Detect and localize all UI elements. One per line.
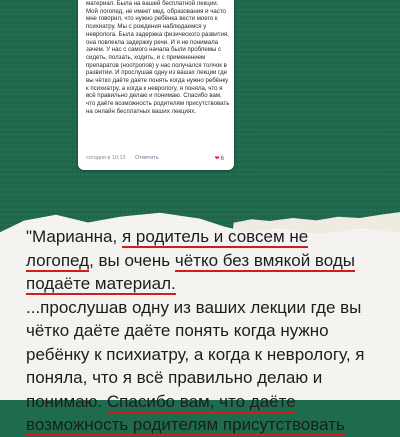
comment-screenshot-card: [78, 0, 234, 170]
underlined-phrase: Спасибо вам, что даёте: [106, 391, 296, 411]
underlined-phrase: я родитель и совсем не: [121, 227, 309, 246]
underlined-phrase: чётко без вмякой воды: [174, 250, 355, 270]
quote-text: ...прослушав одну из ваших лекции где вы чётко даёте даёте понять когда нужно ребёнку к психиатру, а когда к неврологу, я поняла, что я всё правильно делаю и понимаю.: [26, 297, 365, 411]
comment-meta: [86, 155, 159, 161]
comment-timestamp: сегодня в 10:13: [86, 155, 126, 161]
heart-icon: ❤: [214, 156, 220, 162]
like-count: 6: [220, 156, 224, 162]
underlined-phrase: подаёте материал.: [26, 274, 176, 293]
reply-link[interactable]: Ответить: [135, 155, 159, 161]
underlined-phrase: логопед: [26, 250, 90, 270]
like-counter[interactable]: [215, 155, 224, 162]
quote-block: [26, 225, 396, 437]
quote-text: , вы очень: [89, 250, 175, 270]
underlined-phrase: возможность родителям присутствовать: [26, 415, 345, 434]
comment-text: материал. Была на вашей бесплатной лекции. Мой логопед, не имеет мед. образования и часто мне говорил, что нужно ребёнка вести моего к психиатру. Мы с рождения наблюдаемся у невролога. Была задержка физического развития, она повлекла задержку речи. И я не понимала зачем. У нас с самого начала были проблемы с сидеть, ползать, ходить, и с применением препаратов (ноотропов) у нас получался толчок в развитии. И прослушав одну из вашах лекции где вы чётко даёте даёте понять когда нужно ребёнку к психиатру, а когда к неврологу, я поняла, что я всё правильно делаю и понимаю. Спасибо вам, что даёте возможность родителям присутствовать на онлайн бесплатных ваших лекциях.: [86, 0, 230, 115]
quote-text: "Марианна,: [26, 227, 122, 246]
